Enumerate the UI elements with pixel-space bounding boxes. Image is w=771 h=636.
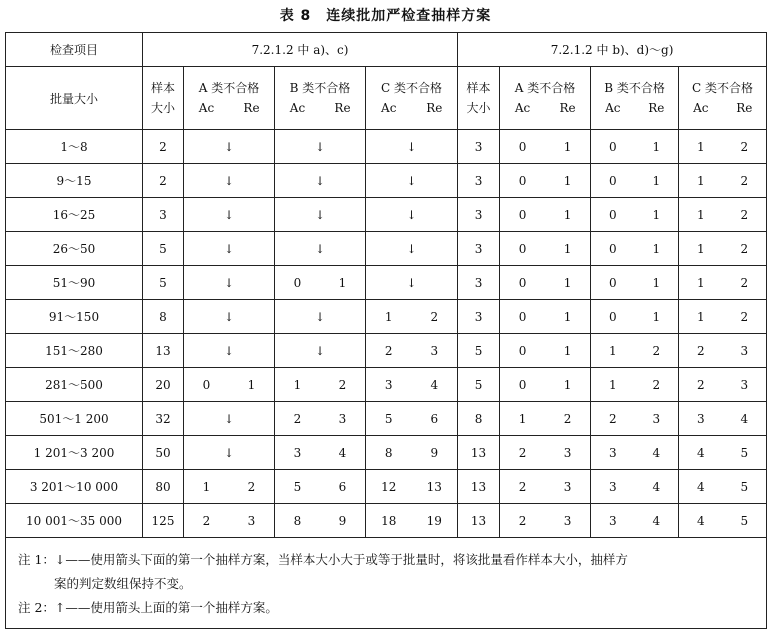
re-value: 2 xyxy=(652,377,661,392)
ac-value: 8 xyxy=(384,445,393,460)
ac-value: 5 xyxy=(384,411,393,426)
sample-size-header-1: 样本 大小 xyxy=(143,67,184,130)
table-row xyxy=(6,266,767,300)
acre-cell-c2 xyxy=(679,504,767,538)
re-value: 1 xyxy=(338,275,347,290)
batch-size-cell: 16～25 xyxy=(6,198,143,232)
re-value: 2 xyxy=(740,275,749,290)
arrow-down-icon-cell: ↓ xyxy=(275,334,366,368)
sample-size-cell: 8 xyxy=(458,402,500,436)
acre-cell-a2 xyxy=(500,436,591,470)
table-row xyxy=(6,198,767,232)
acre-cell-b2 xyxy=(591,504,679,538)
re-value: 5 xyxy=(740,513,749,528)
header-row-1 xyxy=(6,33,767,67)
ac-value: 0 xyxy=(518,139,527,154)
acre-cell-c1 xyxy=(366,368,458,402)
ac-value: 2 xyxy=(518,513,527,528)
batch-size-cell: 26～50 xyxy=(6,232,143,266)
ac-value: 3 xyxy=(608,513,617,528)
acre-cell-c2 xyxy=(679,402,767,436)
sample-size-cell: 2 xyxy=(143,130,184,164)
re-value: 2 xyxy=(563,411,572,426)
acre-cell-b2 xyxy=(591,334,679,368)
sample-size-cell: 3 xyxy=(458,232,500,266)
sample-size-cell: 13 xyxy=(458,470,500,504)
sample-size-cell: 5 xyxy=(143,232,184,266)
ac-value: 1 xyxy=(518,411,527,426)
re-value: 3 xyxy=(247,513,256,528)
acre-cell-a1 xyxy=(184,504,275,538)
re-value: 2 xyxy=(247,479,256,494)
ac-value: 2 xyxy=(384,343,393,358)
re-value: 4 xyxy=(652,513,661,528)
re-value: 2 xyxy=(652,343,661,358)
arrow-down-icon-cell: ↓ xyxy=(184,266,275,300)
arrow-down-icon-cell: ↓ xyxy=(366,130,458,164)
acre-cell-c1 xyxy=(366,436,458,470)
ac-value: 3 xyxy=(608,479,617,494)
re-value: 1 xyxy=(652,139,661,154)
arrow-down-icon-cell: ↓ xyxy=(184,164,275,198)
ac-value: 1 xyxy=(384,309,393,324)
re-value: 1 xyxy=(652,207,661,222)
re-value: 1 xyxy=(563,241,572,256)
re-value: 1 xyxy=(563,343,572,358)
sample-size-cell: 8 xyxy=(143,300,184,334)
notes-cell xyxy=(6,538,767,629)
group2-header: 7.2.1.2 中 b)、d)～g) xyxy=(458,33,767,67)
ac-value: 2 xyxy=(518,479,527,494)
batch-size-cell: 1～8 xyxy=(6,130,143,164)
ac-value: 0 xyxy=(608,173,617,188)
ac-value: 3 xyxy=(384,377,393,392)
sampling-plan-table xyxy=(5,32,767,629)
batch-size-cell: 51～90 xyxy=(6,266,143,300)
acre-cell-a2 xyxy=(500,470,591,504)
class-b-header-2: B 类不合格 Ac Re xyxy=(591,67,679,130)
group1-header: 7.2.1.2 中 a)、c) xyxy=(143,33,458,67)
acre-cell-a1 xyxy=(184,368,275,402)
re-value: 3 xyxy=(563,445,572,460)
batch-size-cell: 501～1 200 xyxy=(6,402,143,436)
ac-value: 1 xyxy=(696,173,705,188)
table-row xyxy=(6,164,767,198)
class-c-header-1: C 类不合格 Ac Re xyxy=(366,67,458,130)
table-row xyxy=(6,232,767,266)
acre-cell-a1 xyxy=(184,470,275,504)
re-value: 3 xyxy=(740,343,749,358)
acre-cell-b2 xyxy=(591,164,679,198)
ac-value: 1 xyxy=(696,207,705,222)
acre-cell-c2 xyxy=(679,130,767,164)
re-value: 6 xyxy=(338,479,347,494)
sample-size-cell: 5 xyxy=(143,266,184,300)
re-value: 6 xyxy=(430,411,439,426)
re-value: 3 xyxy=(740,377,749,392)
table-row xyxy=(6,130,767,164)
ac-value: 3 xyxy=(293,445,302,460)
acre-cell-b2 xyxy=(591,368,679,402)
ac-value: 0 xyxy=(608,309,617,324)
re-value: 3 xyxy=(338,411,347,426)
re-value: 2 xyxy=(740,173,749,188)
sample-size-cell: 3 xyxy=(143,198,184,232)
re-value: 4 xyxy=(338,445,347,460)
batch-size-cell: 91～150 xyxy=(6,300,143,334)
acre-cell-a2 xyxy=(500,232,591,266)
sample-size-cell: 13 xyxy=(458,436,500,470)
ac-value: 1 xyxy=(696,139,705,154)
re-value: 1 xyxy=(563,139,572,154)
sample-size-cell: 3 xyxy=(458,130,500,164)
acre-cell-c1 xyxy=(366,470,458,504)
re-value: 1 xyxy=(247,377,256,392)
acre-cell-c2 xyxy=(679,300,767,334)
sample-size-cell: 80 xyxy=(143,470,184,504)
acre-cell-c2 xyxy=(679,334,767,368)
arrow-down-icon-cell: ↓ xyxy=(366,232,458,266)
ac-value: 3 xyxy=(608,445,617,460)
ac-value: 2 xyxy=(696,343,705,358)
sample-size-cell: 3 xyxy=(458,266,500,300)
class-c-header-2: C 类不合格 Ac Re xyxy=(679,67,767,130)
batch-size-cell: 151～280 xyxy=(6,334,143,368)
acre-cell-c1 xyxy=(366,334,458,368)
batch-size-cell: 9～15 xyxy=(6,164,143,198)
sample-size-cell: 5 xyxy=(458,368,500,402)
re-value: 1 xyxy=(563,275,572,290)
ac-value: 4 xyxy=(696,513,705,528)
sample-size-cell: 20 xyxy=(143,368,184,402)
table-title: 表 8 连续批加严检查抽样方案 xyxy=(279,8,492,24)
re-value: 3 xyxy=(563,479,572,494)
ac-value: 2 xyxy=(202,513,211,528)
re-value: 1 xyxy=(652,275,661,290)
acre-cell-b2 xyxy=(591,436,679,470)
acre-cell-b1 xyxy=(275,266,366,300)
acre-cell-a2 xyxy=(500,402,591,436)
ac-value: 0 xyxy=(608,275,617,290)
re-value: 2 xyxy=(740,241,749,256)
ac-value: 1 xyxy=(293,377,302,392)
acre-cell-a2 xyxy=(500,130,591,164)
re-value: 3 xyxy=(652,411,661,426)
re-value: 2 xyxy=(740,309,749,324)
acre-cell-b2 xyxy=(591,300,679,334)
item-header: 检查项目 xyxy=(6,33,143,67)
acre-cell-b2 xyxy=(591,470,679,504)
re-value: 2 xyxy=(740,139,749,154)
table-row xyxy=(6,436,767,470)
acre-cell-a2 xyxy=(500,368,591,402)
re-value: 5 xyxy=(740,479,749,494)
table-row xyxy=(6,334,767,368)
re-value: 4 xyxy=(652,479,661,494)
acre-cell-a2 xyxy=(500,334,591,368)
ac-value: 0 xyxy=(518,343,527,358)
acre-cell-a2 xyxy=(500,198,591,232)
arrow-down-icon-cell: ↓ xyxy=(275,300,366,334)
table-row xyxy=(6,368,767,402)
re-value: 9 xyxy=(430,445,439,460)
ac-value: 1 xyxy=(696,275,705,290)
sample-size-cell: 32 xyxy=(143,402,184,436)
re-value: 2 xyxy=(740,207,749,222)
re-value: 1 xyxy=(563,309,572,324)
ac-value: 0 xyxy=(608,139,617,154)
arrow-down-icon-cell: ↓ xyxy=(184,198,275,232)
acre-cell-c1 xyxy=(366,402,458,436)
ac-value: 2 xyxy=(293,411,302,426)
re-value: 4 xyxy=(652,445,661,460)
ac-value: 1 xyxy=(696,309,705,324)
acre-cell-a2 xyxy=(500,300,591,334)
acre-cell-a2 xyxy=(500,504,591,538)
ac-value: 3 xyxy=(696,411,705,426)
ac-value: 1 xyxy=(696,241,705,256)
sample-size-cell: 125 xyxy=(143,504,184,538)
notes-row xyxy=(6,538,767,629)
ac-value: 4 xyxy=(696,479,705,494)
re-value: 1 xyxy=(652,241,661,256)
acre-cell-b2 xyxy=(591,402,679,436)
ac-value: 0 xyxy=(518,241,527,256)
ac-value: 0 xyxy=(518,275,527,290)
ac-value: 0 xyxy=(293,275,302,290)
sample-size-header-2: 样本 大小 xyxy=(458,67,500,130)
header-row-2 xyxy=(6,67,767,130)
sample-size-cell: 50 xyxy=(143,436,184,470)
ac-value: 0 xyxy=(518,207,527,222)
ac-value: 2 xyxy=(518,445,527,460)
acre-cell-a2 xyxy=(500,164,591,198)
batch-size-cell: 3 201～10 000 xyxy=(6,470,143,504)
ac-value: 1 xyxy=(608,343,617,358)
ac-value: 12 xyxy=(381,479,397,494)
acre-cell-b1 xyxy=(275,402,366,436)
acre-cell-b2 xyxy=(591,266,679,300)
acre-cell-a2 xyxy=(500,266,591,300)
re-value: 19 xyxy=(426,513,442,528)
class-a-header-1: A 类不合格 Ac Re xyxy=(184,67,275,130)
ac-value: 0 xyxy=(202,377,211,392)
re-value: 2 xyxy=(338,377,347,392)
ac-value: 8 xyxy=(293,513,302,528)
ac-value: 1 xyxy=(202,479,211,494)
table-row xyxy=(6,504,767,538)
re-value: 4 xyxy=(740,411,749,426)
arrow-down-icon-cell: ↓ xyxy=(275,164,366,198)
arrow-down-icon-cell: ↓ xyxy=(275,130,366,164)
acre-cell-c2 xyxy=(679,470,767,504)
ac-value: 18 xyxy=(381,513,397,528)
re-value: 1 xyxy=(563,207,572,222)
acre-cell-b2 xyxy=(591,130,679,164)
acre-cell-c2 xyxy=(679,368,767,402)
ac-value: 5 xyxy=(293,479,302,494)
table-row xyxy=(6,470,767,504)
arrow-down-icon-cell: ↓ xyxy=(275,198,366,232)
sample-size-cell: 5 xyxy=(458,334,500,368)
re-value: 4 xyxy=(430,377,439,392)
sample-size-cell: 13 xyxy=(143,334,184,368)
ac-value: 0 xyxy=(518,309,527,324)
ac-value: 1 xyxy=(608,377,617,392)
arrow-down-icon-cell: ↓ xyxy=(184,402,275,436)
sample-size-cell: 3 xyxy=(458,198,500,232)
re-value: 1 xyxy=(652,173,661,188)
acre-cell-c2 xyxy=(679,164,767,198)
re-value: 1 xyxy=(563,173,572,188)
class-b-header-1: B 类不合格 Ac Re xyxy=(275,67,366,130)
ac-value: 4 xyxy=(696,445,705,460)
re-value: 2 xyxy=(430,309,439,324)
table-row xyxy=(6,402,767,436)
arrow-down-icon-cell: ↓ xyxy=(184,436,275,470)
re-value: 1 xyxy=(652,309,661,324)
batch-size-header: 批量大小 xyxy=(6,67,143,130)
re-value: 3 xyxy=(563,513,572,528)
ac-value: 0 xyxy=(518,377,527,392)
sample-size-cell: 13 xyxy=(458,504,500,538)
acre-cell-b1 xyxy=(275,504,366,538)
acre-cell-b2 xyxy=(591,232,679,266)
ac-value: 2 xyxy=(696,377,705,392)
sample-size-cell: 3 xyxy=(458,300,500,334)
arrow-down-icon-cell: ↓ xyxy=(275,232,366,266)
re-value: 5 xyxy=(740,445,749,460)
arrow-down-icon-cell: ↓ xyxy=(366,266,458,300)
arrow-down-icon-cell: ↓ xyxy=(184,232,275,266)
acre-cell-c2 xyxy=(679,436,767,470)
note-1: 注 1：↓——使用箭头下面的第一个抽样方案，当样本大小大于或等于批量时，将该批量看作样本大小，抽样方 案的判定数组保持不变。 xyxy=(18,552,628,591)
arrow-down-icon-cell: ↓ xyxy=(366,198,458,232)
re-value: 3 xyxy=(430,343,439,358)
ac-value: 0 xyxy=(518,173,527,188)
ac-value: 2 xyxy=(608,411,617,426)
arrow-down-icon-cell: ↓ xyxy=(184,300,275,334)
acre-cell-c1 xyxy=(366,300,458,334)
arrow-down-icon-cell: ↓ xyxy=(184,130,275,164)
acre-cell-c2 xyxy=(679,266,767,300)
ac-value: 0 xyxy=(608,241,617,256)
re-value: 9 xyxy=(338,513,347,528)
acre-cell-b1 xyxy=(275,470,366,504)
arrow-down-icon-cell: ↓ xyxy=(184,334,275,368)
arrow-down-icon-cell: ↓ xyxy=(366,164,458,198)
batch-size-cell: 1 201～3 200 xyxy=(6,436,143,470)
table-row xyxy=(6,300,767,334)
acre-cell-c1 xyxy=(366,504,458,538)
note-2: 注 2：↑——使用箭头上面的第一个抽样方案。 xyxy=(18,600,278,615)
ac-value: 0 xyxy=(608,207,617,222)
batch-size-cell: 10 001～35 000 xyxy=(6,504,143,538)
acre-cell-b1 xyxy=(275,368,366,402)
class-a-header-2: A 类不合格 Ac Re xyxy=(500,67,591,130)
re-value: 13 xyxy=(426,479,442,494)
re-value: 1 xyxy=(563,377,572,392)
sample-size-cell: 3 xyxy=(458,164,500,198)
sample-size-cell: 2 xyxy=(143,164,184,198)
acre-cell-b1 xyxy=(275,436,366,470)
batch-size-cell: 281～500 xyxy=(6,368,143,402)
acre-cell-c2 xyxy=(679,198,767,232)
acre-cell-b2 xyxy=(591,198,679,232)
acre-cell-c2 xyxy=(679,232,767,266)
